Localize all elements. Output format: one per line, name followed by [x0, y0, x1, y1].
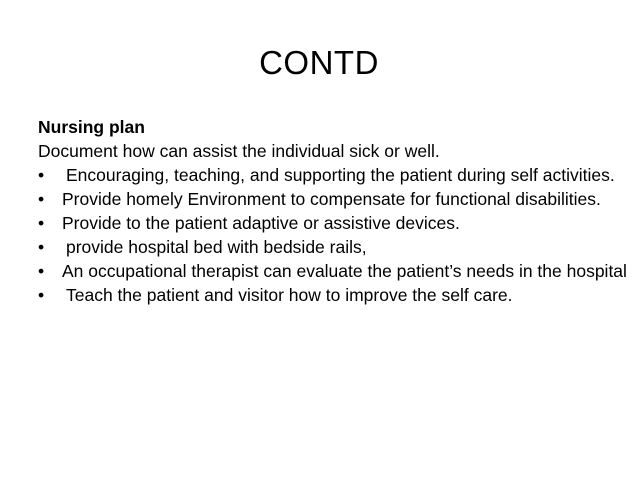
list-item	[38, 283, 628, 307]
bullet-icon: •	[38, 213, 45, 233]
list-item-text: Encouraging, teaching, and supporting the patient during self activities.	[66, 165, 615, 185]
bullet-icon: •	[38, 189, 45, 209]
list-item-text: Provide to the patient adaptive or assistive devices.	[62, 213, 460, 233]
list-item	[38, 211, 628, 235]
bullet-icon: •	[38, 165, 45, 185]
list-item-text: Provide homely Environment to compensate for functional disabilities.	[62, 189, 601, 209]
section-heading: Nursing plan	[38, 117, 145, 137]
list-item-text: Teach the patient and visitor how to improve the self care.	[66, 285, 513, 305]
list-item-text: provide hospital bed with bedside rails,	[66, 237, 367, 257]
bullet-icon: •	[38, 285, 45, 305]
list-item	[38, 163, 628, 187]
intro-text: Document how can assist the individual sick or well.	[38, 141, 440, 161]
bullet-icon: •	[38, 237, 45, 257]
bullet-list	[38, 163, 628, 307]
slide-body	[38, 115, 628, 307]
list-item-text: An occupational therapist can evaluate the patient’s needs in the hospital	[62, 261, 627, 281]
slide-title: CONTD	[259, 44, 379, 81]
bullet-icon: •	[38, 261, 45, 281]
list-item	[38, 259, 628, 283]
list-item	[38, 235, 628, 259]
list-item	[38, 187, 628, 211]
